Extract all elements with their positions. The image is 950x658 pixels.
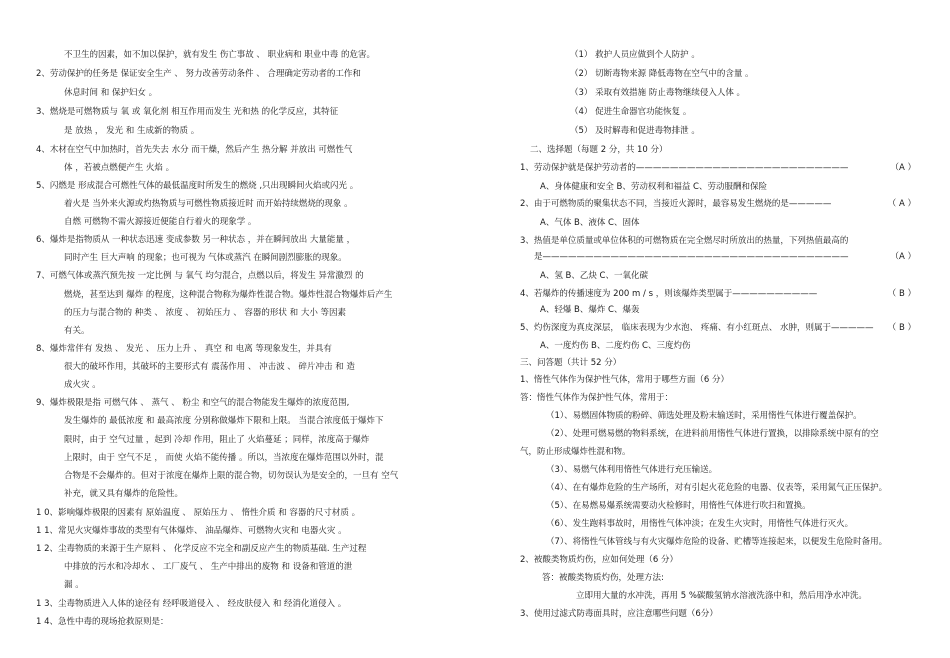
left-text-line: 休息时间 和 保护妇女 。: [64, 88, 158, 98]
right-text-line: 3、使用过滤式防毒面具时，应注意哪些问题（6分）: [520, 609, 718, 619]
left-text-line: 5、闪燃是 形成混合可燃性气体的最低温度时所发生的燃烧 ,只出现瞬间火焰或闪光 。: [36, 181, 359, 191]
left-text-line: 有关。: [64, 326, 90, 336]
left-text-line: 中排放的污水和冷却水 、 工厂废气 、 生产中排出的废物 和 设备和管道的泄: [64, 562, 353, 572]
answer-mark: （ A ）: [887, 199, 916, 209]
left-text-line: 8、爆炸常伴有 发热 、 发光 、 压力上升 、 真空 和 电离 等现象发生，并具有: [36, 344, 332, 354]
left-text-line: 9、爆炸极限是指 可燃气体 、 蒸气 、 粉尘 和空气的混合物能发生爆炸的浓度范围,: [36, 398, 350, 408]
left-text-line: 漏 。: [64, 580, 84, 590]
left-text-line: 很大的破坏作用，其破坏的主要形式有 震荡作用 、 冲击波 、 碎片冲击 和 造: [64, 362, 355, 372]
left-text-line: 1 2、尘毒物质的来源于生产原料 、 化学反应不完全和副反应产生的物质基础. 生产过程: [36, 544, 367, 554]
right-text-line: 答：被酸类物质灼伤，处理方法:: [542, 573, 664, 583]
right-text-line: A、一度灼伤 B、二度灼伤 C、三度灼伤: [540, 341, 691, 351]
left-text-line: 1 0、影响爆炸极限的因素有 原始温度 、 原始压力 、 惰性介质 和 容器的尺寸材质 。: [36, 508, 361, 518]
left-text-line: 1 3、尘毒物质进入人体的途径有 经呼吸道侵入 、 经皮肤侵入 和 经消化道侵入 。: [36, 599, 347, 609]
right-text-line: 答：惰性气体作为保护性气体，常用于：: [520, 393, 674, 403]
right-text-line: 1、惰性气体作为保护性气体，常用于哪些方面（6 分）: [520, 375, 730, 385]
left-text-line: 补充，就又具有爆炸的危险性。: [64, 489, 184, 499]
right-text-line: （3）、易燃气体利用惰性气体进行充压输送。: [546, 465, 718, 475]
answer-mark: （ B ）: [887, 323, 916, 333]
left-text-line: 限时，由于 空气过量 ，起到 冷却 作用，阻止了 火焰蔓延 ；同样，浓度高于爆炸: [64, 435, 370, 445]
left-text-line: 燃烧，甚至达到 爆炸 的程度，这种混合物称为爆炸性混合物。爆炸性混合物爆炸后产生: [64, 290, 393, 300]
right-text-line: 是————————————————————————————————————: [534, 252, 849, 262]
right-text-line: A、身体健康和安全 B、劳动权利和福益 C、劳动服酬和保险: [540, 182, 767, 192]
right-text-line: 3、热值是单位质量或单位体积的可燃物质在完全燃尽时所放出的热量，下列热值最高的: [520, 236, 849, 246]
answer-mark: （ B ）: [887, 289, 916, 299]
right-text-line: A、气体 B、液体 C、固体: [540, 218, 640, 228]
right-text-line: 二、选择题（每题 2 分，共 10 分）: [530, 145, 668, 155]
right-text-line: （4） 促进生命器官功能恢复 。: [570, 107, 692, 117]
left-text-line: 体 ，若被点燃便产生 火焰 。: [64, 163, 175, 173]
left-text-line: 发生爆炸的 最低浓度 和 最高浓度 分别称做爆炸下限和上限。 当混合浓度低于爆炸下: [64, 416, 384, 426]
right-text-line: A、氢 B、乙炔 C、一氧化碳: [540, 271, 648, 281]
left-text-line: 着火是 当外来火源或灼热物质与可燃性物质接近时 而开始持续燃烧的现象 。: [64, 199, 353, 209]
right-text-line: （2） 切断毒物来源 降低毒物在空气中的含量 。: [570, 69, 754, 79]
right-text-line: 气，防止形成爆炸性混和物。: [520, 447, 631, 457]
left-text-line: 1 1、常见火灾爆炸事故的类型有气体爆炸、 油品爆炸、可燃物火灾和 电器火灾 。: [36, 526, 347, 536]
right-text-line: （5）、在易燃易爆系统需要动火检修时，用惰性气体进行吹扫和置换。: [546, 501, 811, 511]
right-text-line: 4、若爆炸的传播速度为 200 m / s ，则该爆炸类型属于——————————: [520, 289, 818, 299]
left-text-line: 上限时，由于 空气不足 ， 而使 火焰不能传播 。所以，当浓度在爆炸范围以外时，混: [64, 453, 384, 463]
right-text-line: （4）、在有爆炸危险的生产场所，对有引起火花危险的电器、仪表等，采用氮气正压保护。: [546, 483, 888, 493]
left-text-line: 不卫生的因素，如不加以保护，就有发生 伤亡事故 、 职业病和 职业中毒 的危害。: [64, 50, 376, 60]
left-text-line: 是 放热 ， 发光 和 生成新的物质 。: [64, 126, 200, 136]
left-text-line: 3、燃烧是可燃物质与 氧 或 氧化剂 相互作用而发生 光和热 的化学反应，其特征: [36, 107, 339, 117]
left-text-line: 4、木材在空气中加热时，首先失去 水分 而干燥，然后产生 热分解 并放出 可燃性气: [36, 145, 353, 155]
left-text-line: 合物是不会爆炸的。但对于浓度在爆炸上限的混合物，切勿误认为是安全的，一旦有 空气: [64, 471, 399, 481]
right-text-line: 1、劳动保护就是保护劳动者的—————————————————————————: [520, 163, 849, 173]
left-text-line: 1 4、急性中毒的现场抢救原则是：: [36, 617, 169, 627]
right-text-line: （7）、将惰性气体管线与有火灾爆炸危险的设备、贮槽等连接起来，以便发生危险时备用。: [546, 537, 888, 547]
right-text-line: （5） 及时解毒和促进毒物排泄 。: [570, 126, 700, 136]
answer-mark: （A ）: [890, 163, 916, 173]
right-text-line: A、轻爆 B、爆炸 C、爆轰: [540, 305, 640, 315]
left-text-line: 同时产生 巨大声响 的现象；也可视为 气体或蒸汽 在瞬间剧烈膨胀的现象。: [64, 253, 347, 263]
right-text-line: 立即用大量的水冲洗，再用 5 %碳酸氢钠水溶液洗涤中和，然后用净水冲洗。: [576, 591, 867, 601]
right-text-line: （3） 采取有效措施 防止毒物继续侵入人体 。: [570, 88, 746, 98]
right-text-line: 2、由于可燃物质的聚集状态不同，当接近火源时，最容易发生燃烧的是—————: [520, 199, 832, 209]
right-text-line: 三、问答题（共计 52 分）: [520, 358, 622, 368]
answer-mark: （A ）: [890, 252, 916, 262]
right-text-line: （2）、处理可燃易燃的物料系统，在进料前用惰性气体进行置换，以排除系统中原有的空: [546, 429, 879, 439]
right-text-line: 2、被酸类物质灼伤，应如何处理（6 分）: [520, 555, 679, 565]
left-text-line: 的压力与混合物的 种类 、 浓度 、 初始压力 、 容器的形状 和 大小 等因素: [64, 308, 347, 318]
left-text-line: 6、爆炸是指物质从 一种状态迅速 变成参数 另一种状态 ，并在瞬间放出 大量能量 ，: [36, 235, 356, 245]
left-text-line: 2、劳动保护的任务是 保证安全生产 、 努力改善劳动条件 、 合理确定劳动者的工作和: [36, 69, 361, 79]
left-text-line: 成火灾 。: [64, 380, 101, 390]
right-text-line: （1）、易燃固体物质的粉碎、筛选处理及粉末输送时，采用惰性气体进行覆盖保护。: [546, 411, 862, 421]
right-text-line: （1） 救护人员应做到个人防护 。: [570, 50, 700, 60]
left-text-line: 自燃 可燃物不需火源接近便能自行着火的现象学 。: [64, 217, 257, 227]
right-text-line: 5、灼伤深度为真皮深层， 临床表现为少水泡、 疼痛、有小红斑点、 水肿，则属于—————: [520, 323, 874, 333]
left-text-line: 7、可燃气体或蒸汽预先按 一定比例 与 氧气 均匀混合，点燃以后，将发生 异常激烈 的: [36, 271, 364, 281]
right-text-line: （6）、发生跑料事故时，用惰性气体冲淡；在发生火灾时，用惰性气体进行灭火。: [546, 519, 854, 529]
